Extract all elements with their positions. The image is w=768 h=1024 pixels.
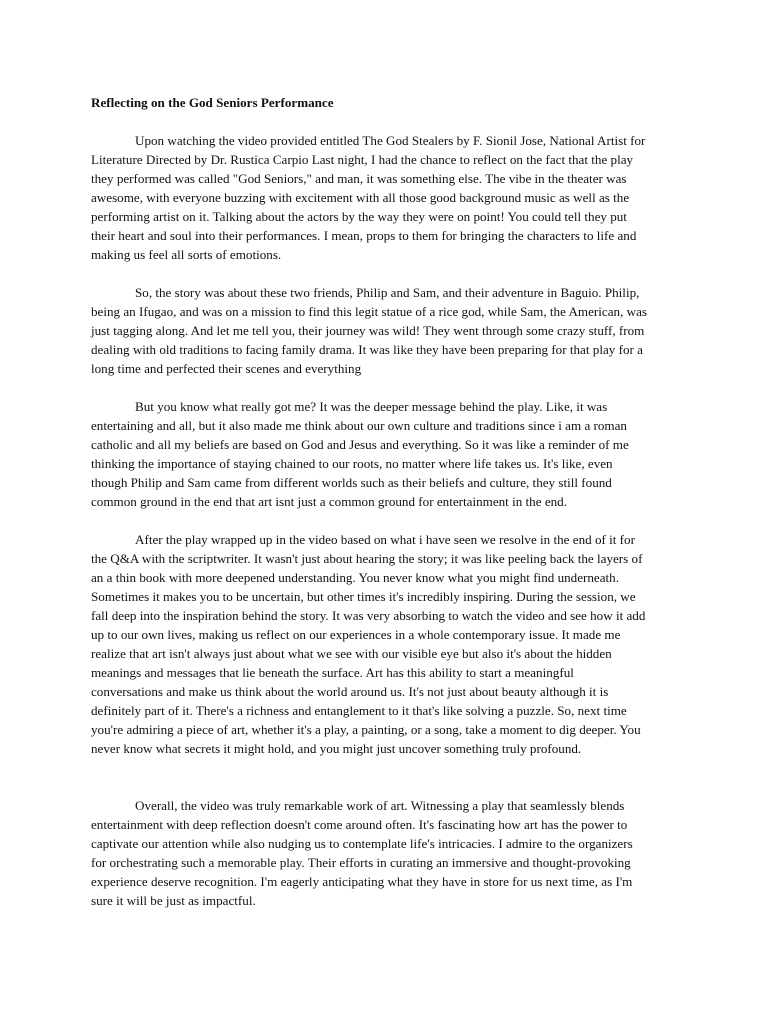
paragraph-story: So, the story was about these two friends, Philip and Sam, and their adventure in Baguio. Philip, being an Ifugao, and was on a mission to find this legit statue of a rice god, while Sam, the American, was just tagging along. And let me tell you, their journey was wild! They went through some crazy stuff, from dealing with old traditions to facing family drama. It was like they have been preparing for that play for a long time and perfected their scenes and everything — [91, 285, 647, 376]
paragraph-conclusion: Overall, the video was truly remarkable work of art. Witnessing a play that seamlessly blends entertainment with deep reflection doesn't come around often. It's fascinating how art has the power to captivate our attention while also nudging us to contemplate life's intricacies. I admire to the organizers for orchestrating such a memorable play. Their efforts in curating an immersive and thought-provoking experience deserve recognition. I'm eagerly anticipating what they have in store for us next time, as I'm sure it will be just as impactful. — [91, 798, 633, 908]
document-body — [91, 93, 678, 929]
paragraph-introduction: Upon watching the video provided entitled The God Stealers by F. Sionil Jose, National Artist for Literature Directed by Dr. Rustica Carpio Last night, I had the chance to reflect on the fact that the play they performed was called "God Seniors," and man, it was something else. The vibe in the theater was awesome, with everyone buzzing with excitement with all those good background music as well as the performing artist on it. Talking about the actors by the way they were on point! You could tell they put their heart and soul into their performances. I mean, props to them for bringing the characters to life and making us feel all sorts of emotions. — [91, 133, 646, 262]
paragraph-q-and-a: After the play wrapped up in the video based on what i have seen we resolve in the end of it for the Q&A with the scriptwriter. It wasn't just about hearing the story; it was like peeling back the layers of an a thin book with more deepened understanding. You never know what you might find underneath. Sometimes it makes you to be uncertain, but other times it's incredibly inspiring. During the session, we fall deep into the inspiration behind the story. It was very absorbing to watch the video and see how it add up to our own lives, making us reflect on our experiences in a whole contemporary issue. It made me realize that art isn't always just about what we see with our visible eye but also it's about the hidden meanings and messages that lie beneath the surface. Art has this ability to start a meaningful conversations and make us think about the world around us. It's not just about beauty although it is definitely part of it. There's a richness and entanglement to it that's like solving a puzzle. So, next time you're admiring a piece of art, whether it's a play, a painting, or a song, take a moment to dig deeper. You never know what secrets it might hold, and you might just uncover something truly profound. — [91, 532, 646, 756]
paragraph-message: But you know what really got me? It was the deeper message behind the play. Like, it was entertaining and all, but it also made me think about our own culture and traditions since i am a roman catholic and all my beliefs are based on God and Jesus and everything. So it was like a reminder of me thinking the importance of staying chained to our roots, no matter where life takes us. It's like, even though Philip and Sam came from different worlds such as their beliefs and culture, they still found common ground in the end that art isnt just a common ground for entertainment in the end. — [91, 399, 629, 509]
document-title: Reflecting on the God Seniors Performance — [91, 95, 334, 110]
